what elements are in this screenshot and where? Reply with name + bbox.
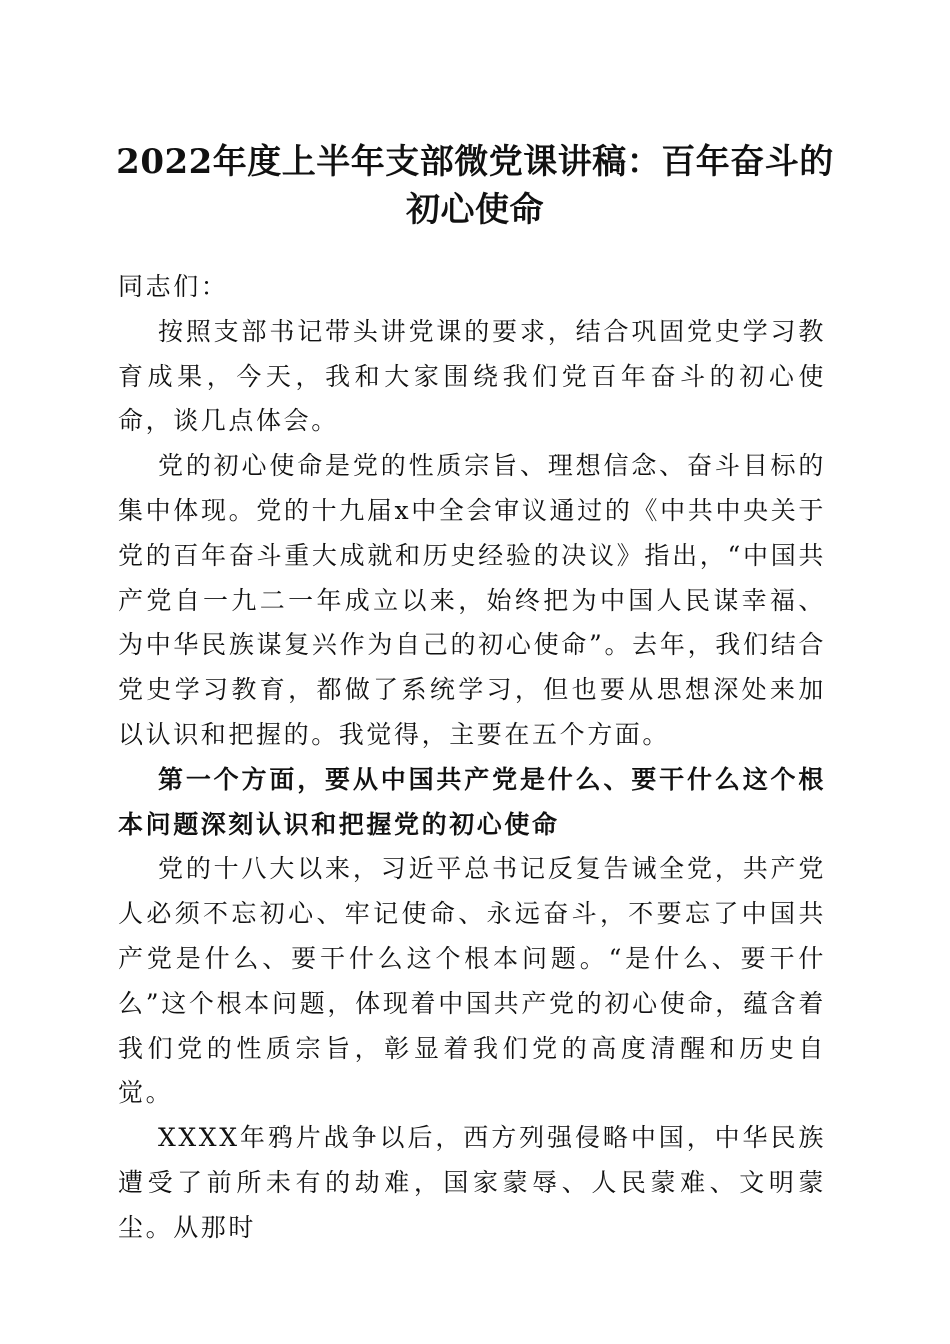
paragraph-section-2: XXXX年鸦片战争以后，西方列强侵略中国，中华民族遭受了前所未有的劫难，国家蒙辱、人民蒙难、文明蒙尘。从那时 <box>118 1123 826 1242</box>
document-title: 2022年度上半年支部微党课讲稿：百年奋斗的初心使命 <box>116 142 834 230</box>
paragraph-section-1: 党的十八大以来，习近平总书记反复告诫全党，共产党人必须不忘初心、牢记使命、永远奋斗，不要忘了中国共产党是什么、要干什么这个根本问题。“是什么、要干什么”这个根本问题，体现着中国共产党的初心使命，蕴含着我们党的性质宗旨，彰显着我们党的高度清醒和历史自觉。 <box>118 854 826 1108</box>
section-heading: 第一个方面，要从中国共产党是什么、要干什么这个根本问题深刻认识和把握党的初心使命 <box>118 764 826 839</box>
paragraph-mission: 党的初心使命是党的性质宗旨、理想信念、奋斗目标的集中体现。党的十九届x中全会审议通过的《中共中央关于党的百年奋斗重大成就和历史经验的决议》指出，“中国共产党自一九二一年成立以来，始终把为中国人民谋幸福、为中华民族谋复兴作为自己的初心使命”。去年，我们结合党史学习教育，都做了系统学习，但也要从思想深处来加以认识和把握的。我觉得，主要在五个方面。 <box>118 451 826 749</box>
document-body <box>118 265 826 1251</box>
paragraph-intro: 按照支部书记带头讲党课的要求，结合巩固党史学习教育成果，今天，我和大家围绕我们党百年奋斗的初心使命，谈几点体会。 <box>118 316 826 436</box>
salutation: 同志们： <box>118 272 229 301</box>
